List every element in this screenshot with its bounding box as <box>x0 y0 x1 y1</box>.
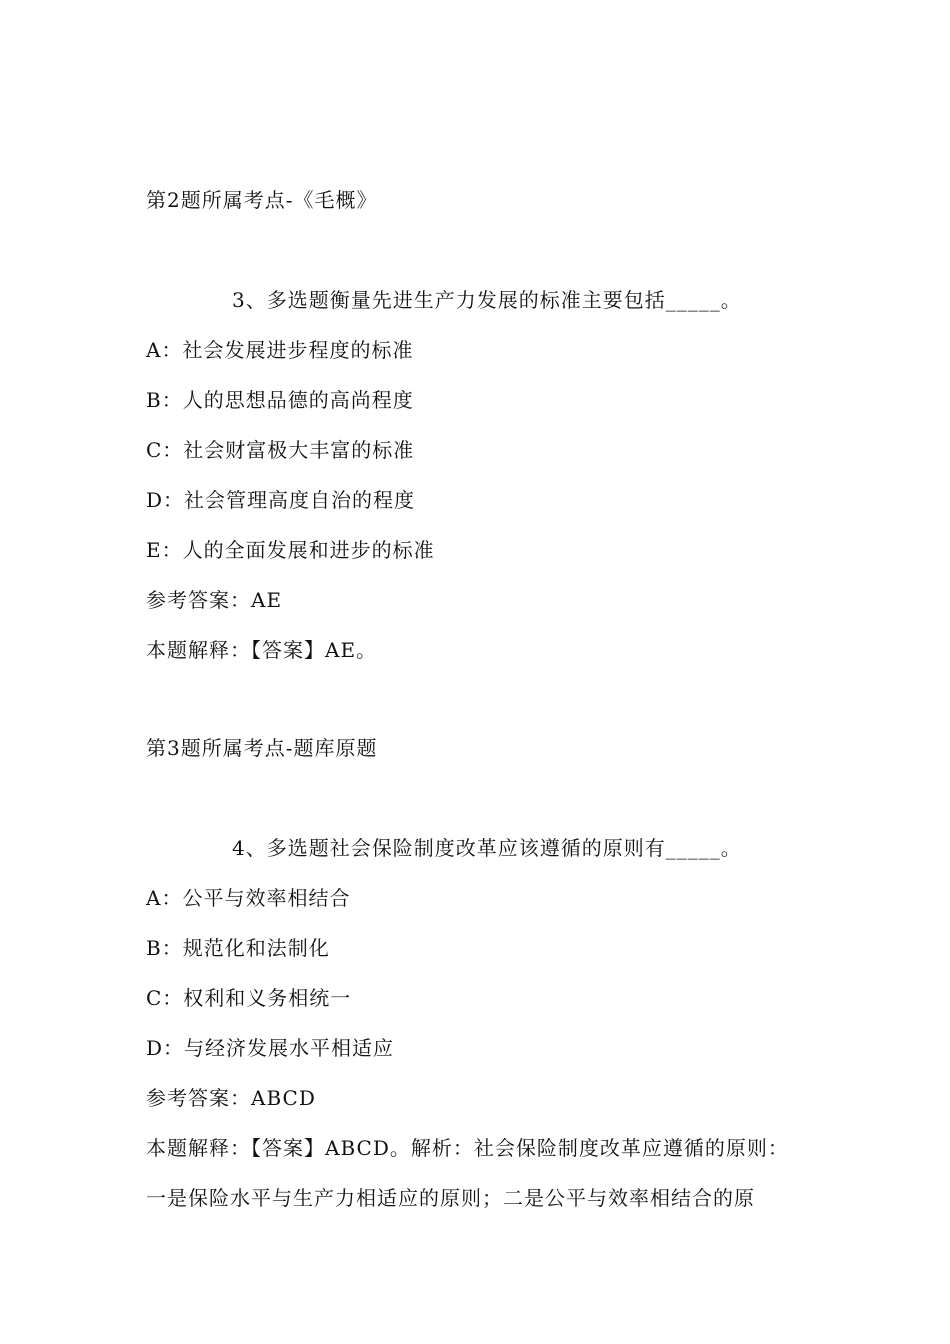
q4-answer: 参考答案：ABCD <box>146 1086 316 1110</box>
q4-option-b: B：规范化和法制化 <box>146 936 330 960</box>
q4-explanation-line-1: 本题解释：【答案】ABCD。解析：社会保险制度改革应遵循的原则： <box>146 1136 789 1160</box>
q2-topic-line: 第2题所属考点-《毛概》 <box>146 188 378 212</box>
q3-explanation: 本题解释：【答案】AE。 <box>146 638 378 662</box>
q3-option-a: A：社会发展进步程度的标准 <box>146 338 414 362</box>
q3-question: 3、多选题衡量先进生产力发展的标准主要包括_____。 <box>232 288 742 312</box>
q4-option-d: D：与经济发展水平相适应 <box>146 1036 395 1060</box>
q4-explanation-line-2: 一是保险水平与生产力相适应的原则；二是公平与效率相结合的原 <box>146 1186 755 1210</box>
q3-answer: 参考答案：AE <box>146 588 283 612</box>
q4-option-c: C：权利和义务相统一 <box>146 986 352 1010</box>
q3-option-e: E：人的全面发展和进步的标准 <box>146 538 435 562</box>
q3-topic-line: 第3题所属考点-题库原题 <box>146 736 378 760</box>
q3-option-b: B：人的思想品德的高尚程度 <box>146 388 414 412</box>
q3-option-d: D：社会管理高度自治的程度 <box>146 488 416 512</box>
q4-option-a: A：公平与效率相结合 <box>146 886 351 910</box>
q4-question: 4、多选题社会保险制度改革应该遵循的原则有_____。 <box>232 836 742 860</box>
q3-option-c: C：社会财富极大丰富的标准 <box>146 438 415 462</box>
